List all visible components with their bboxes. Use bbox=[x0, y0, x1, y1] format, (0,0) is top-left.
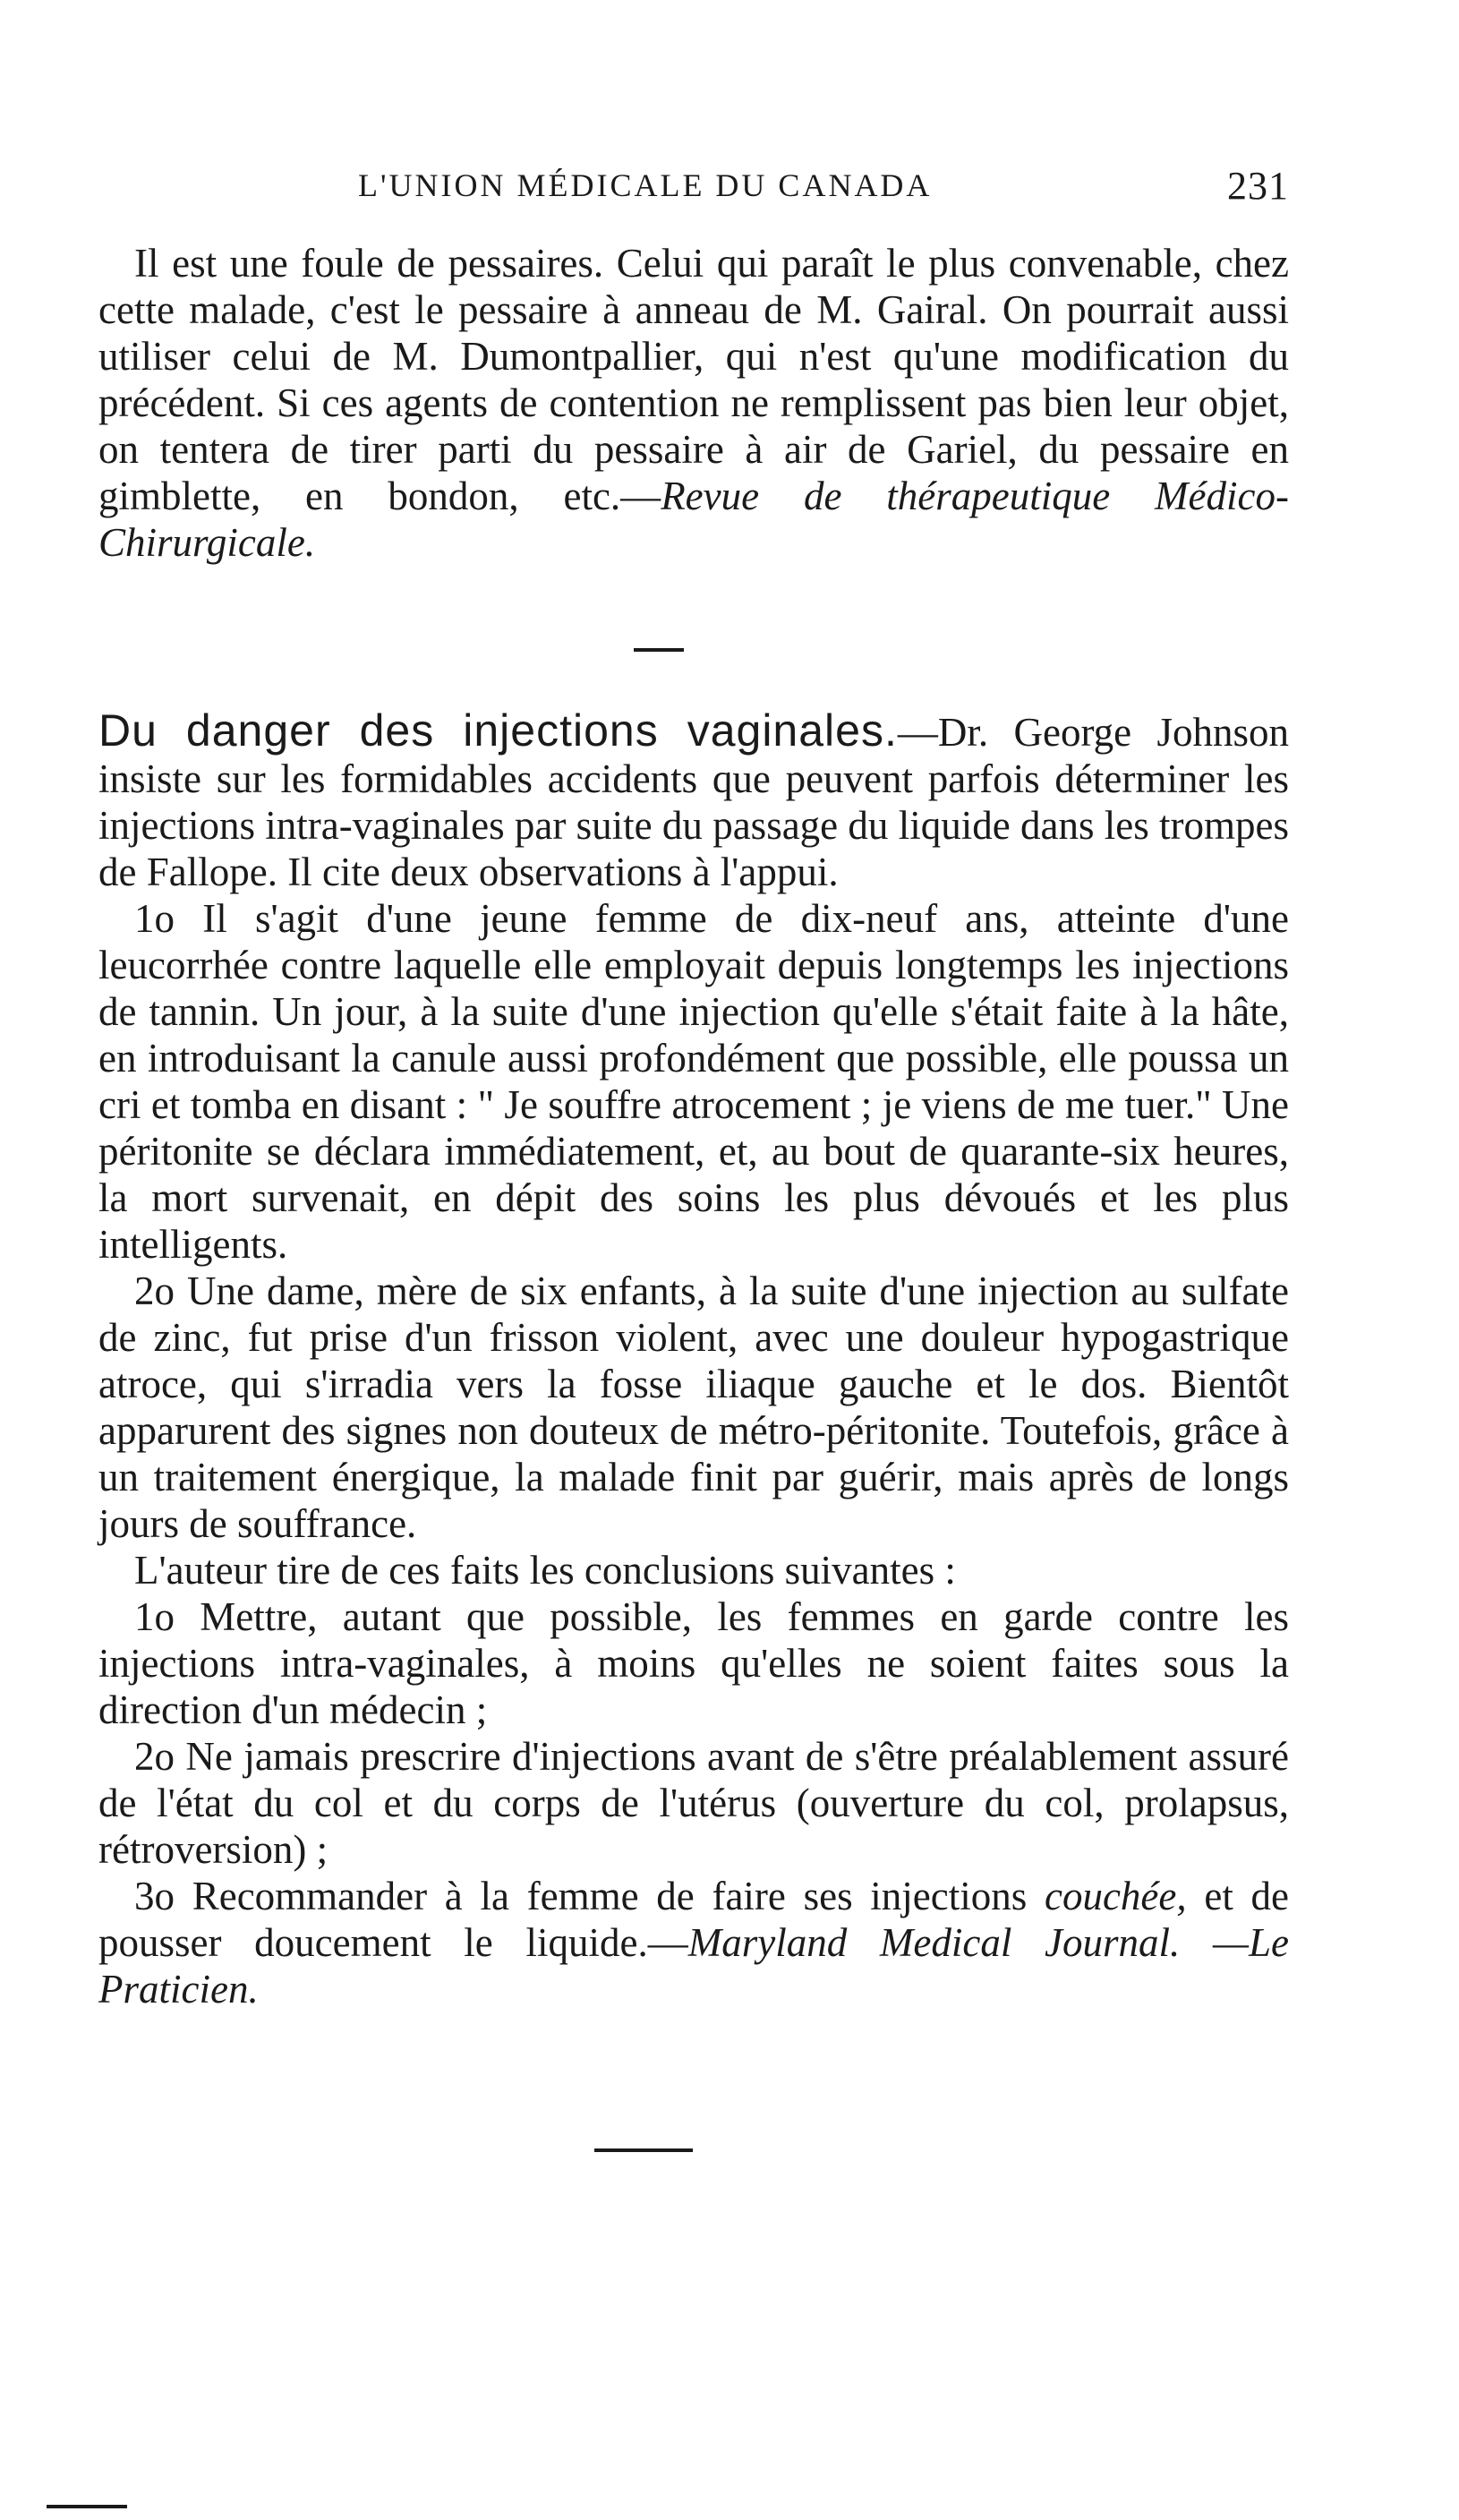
observation-text: Une dame, mère de six enfants, à la suite d'une injection au sulfate de zinc, fut prise d'un frisson violent, avec une douleur hypogastrique atroce, qui s'irradia vers la fosse iliaque gauche et le dos. Bientôt apparurent des signes non douteux de métro-péritonite. Toutefois, grâce à un traitement énergique, la malade finit par guérir, mais après de longs jours de souffrance. bbox=[98, 1269, 1290, 1546]
conclusions-intro: L'auteur tire de ces faits les conclusions suivantes : bbox=[134, 1548, 956, 1593]
conclusion-paragraph bbox=[98, 1733, 1289, 1873]
observation-paragraph bbox=[98, 895, 1289, 1268]
article-intro: —Dr. George Johnson insiste sur les formidables accidents que peuvent parfois déterminer les injections intra-vaginales par suite du passage du liquide dans les trompes de Fallope. Il cite deux observations à l'appui. bbox=[98, 710, 1289, 894]
source-citation: Revue de thérapeutique Médico-Chirurgicale. bbox=[98, 474, 1289, 565]
paragraph-text: Il est une foule de pessaires. Celui qui paraît le plus convenable, chez cette malade, c'est le pessaire à anneau de M. Gairal. On pourrait aussi utiliser celui de M. Dumontpallier, qui n'est qu'une modification du précédent. Si ces agents de contention ne remplissent pas bien leur objet, on tentera de tirer parti du pessaire à air de Gariel, du pessaire en gimblette, en bondon, etc.— bbox=[98, 241, 1289, 518]
conclusion-number: 2o bbox=[134, 1734, 175, 1779]
observation-text: Il s'agit d'une jeune femme de dix-neuf ans, atteinte d'une leucorrhée contre laquelle elle employait depuis longtemps les injections de tannin. Un jour, à la suite d'une injection qu'elle s'était faite à la hâte, en introduisant la canule aussi profondément que possible, elle poussa un cri et tomba en disant : " Je souffre atrocement ; je viens de me tuer." Une péritonite se déclara immédiatement, et, au bout de quarante-six heures, la mort survenait, en dépit des soins les plus dévoués et les plus intelligents. bbox=[98, 896, 1290, 1267]
conclusion-paragraph bbox=[98, 1593, 1289, 1733]
running-head bbox=[358, 164, 1289, 220]
article bbox=[98, 707, 1289, 2012]
page-number: 231 bbox=[1227, 164, 1289, 208]
previous-article-ending bbox=[98, 240, 1289, 566]
observation-number: 2o bbox=[134, 1269, 175, 1313]
observation-paragraph bbox=[98, 1268, 1289, 1547]
conclusion-text: Mettre, autant que possible, les femmes en garde contre les injections intra-vaginales, à moins qu'elles ne soient faites sous la direction d'un médecin ; bbox=[98, 1594, 1290, 1732]
page-corner-mark bbox=[47, 2505, 127, 2508]
conclusion-emphasis: couchée, bbox=[1044, 1874, 1187, 1918]
conclusion-paragraph bbox=[98, 1873, 1289, 2012]
article-heading: Du danger des injections vaginales. bbox=[98, 705, 898, 756]
conclusion-text: Recommander à la femme de faire ses injections bbox=[192, 1874, 1045, 1918]
conclusion-text: Ne jamais prescrire d'injections avant de s'être préalablement assuré de l'état du col et du corps de l'utérus (ouverture du col, prolapsus, rétroversion) ; bbox=[98, 1734, 1289, 1872]
section-divider bbox=[634, 648, 684, 652]
article-end-divider bbox=[594, 2148, 693, 2152]
source-citation: Maryland Medical Journal. bbox=[687, 1920, 1181, 1965]
conclusion-number: 1o bbox=[134, 1594, 175, 1639]
conclusion-number: 3o bbox=[134, 1874, 175, 1918]
conclusions-intro-paragraph bbox=[98, 1547, 1289, 1593]
paragraph bbox=[98, 240, 1289, 566]
source-citation-secondary: —Le Praticien. bbox=[98, 1920, 1289, 2012]
running-title: L'UNION MÉDICALE DU CANADA bbox=[358, 167, 933, 203]
conclusion-text-end: et de pousser doucement le liquide.— bbox=[98, 1874, 1289, 1965]
observation-number: 1o bbox=[134, 896, 175, 941]
article-intro-paragraph bbox=[98, 707, 1289, 895]
